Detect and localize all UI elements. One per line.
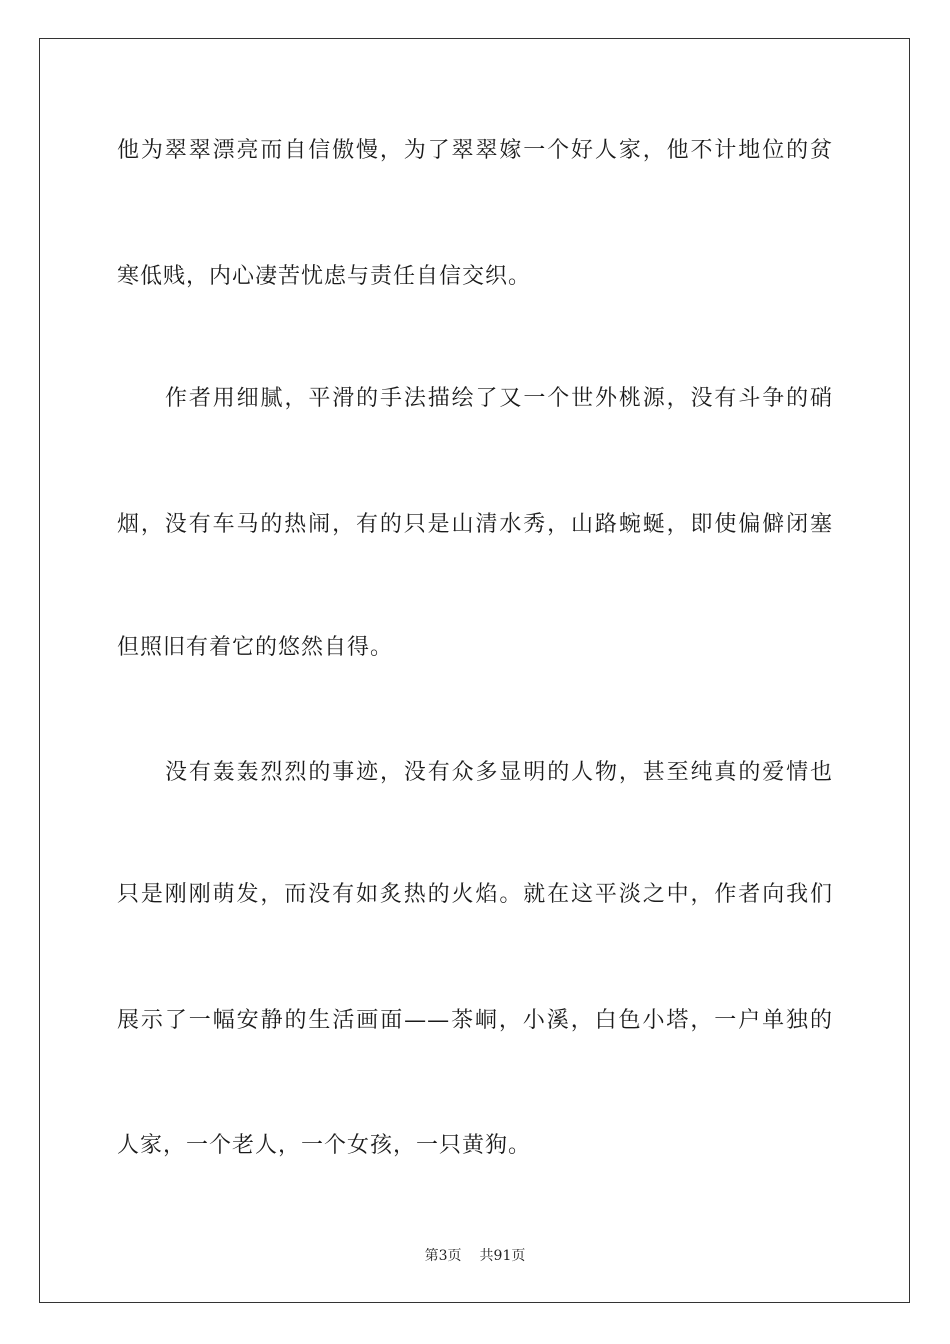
- paragraph-3-line-4: 人家，一个老人，一个女孩，一只黄狗。: [117, 1133, 532, 1158]
- paragraph-2-line-2: 烟，没有车马的热闹，有的只是山清水秀，山路蜿蜒，即使偏僻闭塞: [117, 512, 833, 537]
- paragraph-1-line-1: 他为翠翠漂亮而自信傲慢，为了翠翠嫁一个好人家，他不计地位的贫: [117, 138, 833, 163]
- paragraph-3-line-3: 展示了一幅安静的生活画面——茶峒，小溪，白色小塔，一户单独的: [117, 1008, 833, 1033]
- paragraph-1-line-2: 寒低贱，内心凄苦忧虑与责任自信交织。: [117, 264, 532, 289]
- paragraph-2-line-1: 作者用细腻，平滑的手法描绘了又一个世外桃源，没有斗争的硝: [165, 386, 833, 411]
- page-footer: [0, 1246, 950, 1266]
- page-border: [39, 38, 910, 1303]
- page-total: 共91页: [479, 1248, 526, 1264]
- paragraph-2-line-3: 但照旧有着它的悠然自得。: [117, 635, 394, 660]
- page-number: 第3页: [424, 1248, 462, 1264]
- paragraph-3-line-2: 只是刚刚萌发，而没有如炙热的火焰。就在这平淡之中，作者向我们: [117, 882, 833, 907]
- paragraph-3-line-1: 没有轰轰烈烈的事迹，没有众多显明的人物，甚至纯真的爱情也: [165, 760, 833, 785]
